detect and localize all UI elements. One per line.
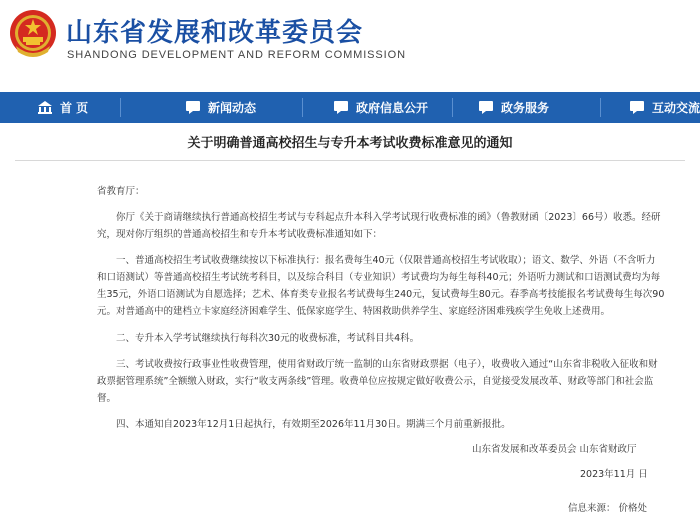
nav-label-gov-info: 政府信息公开 [356,101,429,115]
site-subtitle: SHANDONG DEVELOPMENT AND REFORM COMMISSION [67,49,406,61]
chat-icon [186,101,200,114]
signatories: 山东省发展和改革委员会 山东省财政厅 [472,444,637,455]
title-divider [15,160,685,161]
nav-divider [120,98,121,117]
article-line: 生35元，外语口语测试为自愿选择；艺术、体育类专业报名考试费每生240元，复试费每生80元。春季高考技能报名考试费每生每次90 [97,289,665,300]
national-emblem-icon [8,8,58,60]
nav-item-interaction[interactable] [630,92,700,123]
home-icon [38,101,52,114]
main-nav [0,92,700,123]
site-header [0,0,700,92]
nav-label-news: 新闻动态 [208,101,257,115]
site-title[interactable]: 山东省发展和改革委员会 [66,18,364,48]
article-line: 督。 [97,393,117,404]
nav-divider [302,98,303,117]
nav-label-home: 首 页 [60,101,89,115]
article-line: 元。对普通高中的建档立卡家庭经济困难学生、低保家庭学生、特困救助供养学生、家庭经济困难残疾学生免收上述费用。 [97,306,611,317]
article-title: 关于明确普通高校招生与专升本考试收费标准意见的通知 [187,136,513,151]
article-line: 政票据管理系统”全额缴入财政，实行“收支两条线”管理。收费单位应按规定做好收费公示，自觉接受发展改革、财政等部门和社会监 [97,376,654,387]
article-line: 三、考试收费按行政事业性收费管理，使用省财政厅统一监制的山东省财政票据（电子），收费收入通过“山东省非税收入征收和财 [116,359,658,370]
chat-icon [630,101,644,114]
nav-divider [452,98,453,117]
nav-item-gov-info[interactable] [334,92,428,123]
nav-label-interaction: 互动交流 [652,101,700,115]
chat-icon [479,101,493,114]
article-line: 四、本通知自2023年12月1日起执行，有效期至2026年11月30日。期满三个月前重新报批。 [116,419,511,430]
nav-item-home[interactable] [38,92,88,123]
article-line: 和口语测试）等普通高校招生考试统考科目，以及综合科目（专业知识）考试费均为每生每科40元；外语听力测试和口语测试费均为每 [97,272,661,283]
article-addressee: 省教育厅： [97,186,145,197]
article-line: 你厅《关于商请继续执行普通高校招生考试与专科起点升本科入学考试现行收费标准的函》（鲁教财函〔2023〕66号）收悉。经研 [116,212,661,223]
article-line: 究，现对你厅组织的普通高校招生和专升本考试收费标准通知如下： [97,229,383,240]
info-source: 信息来源： 价格处 [568,503,648,514]
issue-date: 2023年11月 日 [580,469,648,480]
nav-label-services: 政务服务 [501,101,550,115]
nav-item-news[interactable] [186,92,256,123]
chat-icon [334,101,348,114]
article-line: 一、普通高校招生考试收费继续按以下标准执行：报名费每生40元（仅限普通高校招生考试收取）；语文、数学、外语（不含听力 [116,255,656,266]
nav-item-services[interactable] [479,92,549,123]
nav-divider [600,98,601,117]
article-line: 二、专升本入学考试继续执行每科次30元的收费标准，考试科目共4科。 [116,333,420,344]
